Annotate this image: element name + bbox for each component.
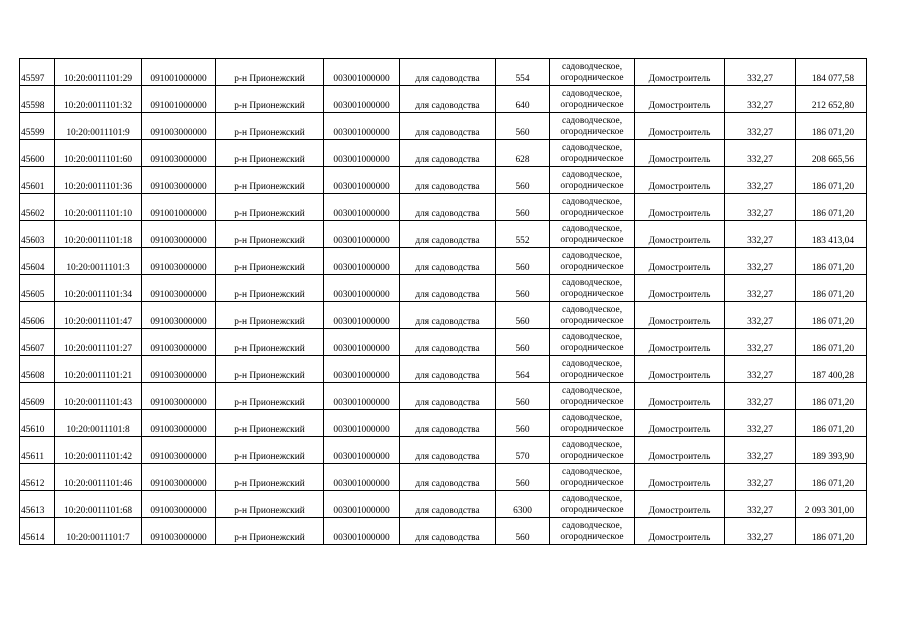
category-cell	[550, 194, 635, 221]
group-cell: Домостроитель	[635, 86, 725, 113]
code-cell: 003001000000	[324, 113, 400, 140]
district-cell: р-н Прионежский	[216, 167, 324, 194]
category-line: садоводческое,	[561, 143, 623, 153]
category-line: огородническое	[560, 343, 624, 353]
category-line: огородническое	[560, 397, 624, 407]
category-line: садоводческое,	[561, 305, 623, 315]
cadastral-value-cell: 186 071,20	[796, 275, 867, 302]
record-number-cell: 45607	[20, 329, 55, 356]
code-cell: 091003000000	[142, 410, 216, 437]
rate-cell: 332,27	[725, 140, 796, 167]
code-cell: 003001000000	[324, 464, 400, 491]
table-body	[20, 59, 867, 545]
purpose-cell: для садоводства	[400, 248, 496, 275]
category-line: огородническое	[560, 262, 624, 272]
purpose-cell: для садоводства	[400, 113, 496, 140]
group-cell: Домостроитель	[635, 275, 725, 302]
area-cell: 560	[496, 194, 550, 221]
purpose-cell: для садоводства	[400, 491, 496, 518]
category-line: огородническое	[560, 127, 624, 137]
category-line: садоводческое,	[561, 224, 623, 234]
cadastral-number-cell: 10:20:0011101:68	[55, 491, 142, 518]
table-row	[20, 329, 867, 356]
purpose-cell: для садоводства	[400, 86, 496, 113]
cadastral-number-cell: 10:20:0011101:60	[55, 140, 142, 167]
category-line: огородническое	[560, 289, 624, 299]
category-line: садоводческое,	[561, 332, 623, 342]
category-line: огородническое	[560, 451, 624, 461]
record-number-cell: 45614	[20, 518, 55, 545]
category-line: огородническое	[560, 154, 624, 164]
code-cell: 091001000000	[142, 194, 216, 221]
area-cell: 560	[496, 518, 550, 545]
cadastral-number-cell: 10:20:0011101:43	[55, 383, 142, 410]
group-cell: Домостроитель	[635, 410, 725, 437]
area-cell: 560	[496, 248, 550, 275]
group-cell: Домостроитель	[635, 302, 725, 329]
code-cell: 091003000000	[142, 491, 216, 518]
district-cell: р-н Прионежский	[216, 194, 324, 221]
category-line: огородническое	[560, 505, 624, 515]
purpose-cell: для садоводства	[400, 410, 496, 437]
record-number-cell: 45612	[20, 464, 55, 491]
purpose-cell: для садоводства	[400, 275, 496, 302]
category-cell	[550, 356, 635, 383]
table-row	[20, 491, 867, 518]
area-cell: 560	[496, 329, 550, 356]
code-cell: 091003000000	[142, 248, 216, 275]
category-line: садоводческое,	[561, 467, 623, 477]
area-cell: 640	[496, 86, 550, 113]
land-plots-table	[19, 58, 867, 545]
area-cell: 560	[496, 410, 550, 437]
cadastral-number-cell: 10:20:0011101:29	[55, 59, 142, 86]
table-row	[20, 86, 867, 113]
area-cell: 560	[496, 167, 550, 194]
record-number-cell: 45599	[20, 113, 55, 140]
cadastral-value-cell: 183 413,04	[796, 221, 867, 248]
rate-cell: 332,27	[725, 194, 796, 221]
group-cell: Домостроитель	[635, 59, 725, 86]
category-line: садоводческое,	[561, 440, 623, 450]
district-cell: р-н Прионежский	[216, 113, 324, 140]
record-number-cell: 45611	[20, 437, 55, 464]
area-cell: 560	[496, 302, 550, 329]
record-number-cell: 45610	[20, 410, 55, 437]
category-line: огородническое	[560, 73, 624, 83]
table-row	[20, 518, 867, 545]
cadastral-value-cell: 186 071,20	[796, 194, 867, 221]
district-cell: р-н Прионежский	[216, 221, 324, 248]
rate-cell: 332,27	[725, 437, 796, 464]
district-cell: р-н Прионежский	[216, 275, 324, 302]
group-cell: Домостроитель	[635, 140, 725, 167]
area-cell: 560	[496, 464, 550, 491]
category-cell	[550, 221, 635, 248]
code-cell: 091003000000	[142, 221, 216, 248]
cadastral-number-cell: 10:20:0011101:42	[55, 437, 142, 464]
purpose-cell: для садоводства	[400, 59, 496, 86]
purpose-cell: для садоводства	[400, 518, 496, 545]
category-cell	[550, 140, 635, 167]
group-cell: Домостроитель	[635, 464, 725, 491]
category-cell	[550, 329, 635, 356]
code-cell: 091001000000	[142, 59, 216, 86]
code-cell: 091003000000	[142, 329, 216, 356]
table-row	[20, 59, 867, 86]
category-line: садоводческое,	[561, 359, 623, 369]
area-cell: 628	[496, 140, 550, 167]
record-number-cell: 45609	[20, 383, 55, 410]
code-cell: 003001000000	[324, 194, 400, 221]
category-cell	[550, 383, 635, 410]
rate-cell: 332,27	[725, 410, 796, 437]
cadastral-value-cell: 186 071,20	[796, 113, 867, 140]
cadastral-value-cell: 186 071,20	[796, 329, 867, 356]
group-cell: Домостроитель	[635, 491, 725, 518]
category-line: садоводческое,	[561, 251, 623, 261]
category-line: садоводческое,	[561, 413, 623, 423]
code-cell: 091003000000	[142, 437, 216, 464]
cadastral-value-cell: 186 071,20	[796, 248, 867, 275]
code-cell: 091001000000	[142, 86, 216, 113]
table-row	[20, 356, 867, 383]
rate-cell: 332,27	[725, 518, 796, 545]
district-cell: р-н Прионежский	[216, 518, 324, 545]
record-number-cell: 45603	[20, 221, 55, 248]
purpose-cell: для садоводства	[400, 329, 496, 356]
category-cell	[550, 248, 635, 275]
category-cell	[550, 86, 635, 113]
table-row	[20, 248, 867, 275]
table-row	[20, 464, 867, 491]
code-cell: 091003000000	[142, 518, 216, 545]
district-cell: р-н Прионежский	[216, 410, 324, 437]
cadastral-value-cell: 184 077,58	[796, 59, 867, 86]
area-cell: 560	[496, 275, 550, 302]
cadastral-number-cell: 10:20:0011101:10	[55, 194, 142, 221]
rate-cell: 332,27	[725, 491, 796, 518]
area-cell: 570	[496, 437, 550, 464]
category-line: садоводческое,	[561, 197, 623, 207]
cadastral-number-cell: 10:20:0011101:34	[55, 275, 142, 302]
rate-cell: 332,27	[725, 248, 796, 275]
record-number-cell: 45605	[20, 275, 55, 302]
code-cell: 003001000000	[324, 518, 400, 545]
cadastral-value-cell: 186 071,20	[796, 383, 867, 410]
code-cell: 003001000000	[324, 221, 400, 248]
category-cell	[550, 302, 635, 329]
code-cell: 091003000000	[142, 113, 216, 140]
cadastral-value-cell: 186 071,20	[796, 464, 867, 491]
record-number-cell: 45604	[20, 248, 55, 275]
area-cell: 560	[496, 113, 550, 140]
code-cell: 003001000000	[324, 302, 400, 329]
group-cell: Домостроитель	[635, 383, 725, 410]
cadastral-value-cell: 2 093 301,00	[796, 491, 867, 518]
cadastral-value-cell: 186 071,20	[796, 410, 867, 437]
category-line: огородническое	[560, 181, 624, 191]
table-row	[20, 221, 867, 248]
district-cell: р-н Прионежский	[216, 140, 324, 167]
group-cell: Домостроитель	[635, 194, 725, 221]
area-cell: 552	[496, 221, 550, 248]
category-cell	[550, 491, 635, 518]
table-row	[20, 437, 867, 464]
record-number-cell: 45601	[20, 167, 55, 194]
district-cell: р-н Прионежский	[216, 491, 324, 518]
code-cell: 091003000000	[142, 383, 216, 410]
category-cell	[550, 275, 635, 302]
code-cell: 003001000000	[324, 167, 400, 194]
group-cell: Домостроитель	[635, 518, 725, 545]
group-cell: Домостроитель	[635, 437, 725, 464]
category-line: огородническое	[560, 208, 624, 218]
cadastral-value-cell: 208 665,56	[796, 140, 867, 167]
cadastral-number-cell: 10:20:0011101:18	[55, 221, 142, 248]
cadastral-value-cell: 186 071,20	[796, 167, 867, 194]
district-cell: р-н Прионежский	[216, 248, 324, 275]
rate-cell: 332,27	[725, 383, 796, 410]
district-cell: р-н Прионежский	[216, 59, 324, 86]
table-row	[20, 275, 867, 302]
category-line: огородническое	[560, 100, 624, 110]
group-cell: Домостроитель	[635, 329, 725, 356]
table-row	[20, 302, 867, 329]
category-line: садоводческое,	[561, 89, 623, 99]
category-cell	[550, 410, 635, 437]
group-cell: Домостроитель	[635, 248, 725, 275]
cadastral-number-cell: 10:20:0011101:3	[55, 248, 142, 275]
category-line: огородническое	[560, 316, 624, 326]
record-number-cell: 45613	[20, 491, 55, 518]
record-number-cell: 45597	[20, 59, 55, 86]
area-cell: 564	[496, 356, 550, 383]
code-cell: 003001000000	[324, 248, 400, 275]
rate-cell: 332,27	[725, 356, 796, 383]
district-cell: р-н Прионежский	[216, 86, 324, 113]
rate-cell: 332,27	[725, 167, 796, 194]
purpose-cell: для садоводства	[400, 464, 496, 491]
area-cell: 560	[496, 383, 550, 410]
code-cell: 091003000000	[142, 275, 216, 302]
area-cell: 6300	[496, 491, 550, 518]
cadastral-value-cell: 186 071,20	[796, 302, 867, 329]
district-cell: р-н Прионежский	[216, 464, 324, 491]
table-row	[20, 140, 867, 167]
category-line: садоводческое,	[561, 386, 623, 396]
table-row	[20, 410, 867, 437]
category-line: садоводческое,	[561, 170, 623, 180]
purpose-cell: для садоводства	[400, 356, 496, 383]
district-cell: р-н Прионежский	[216, 356, 324, 383]
rate-cell: 332,27	[725, 275, 796, 302]
code-cell: 003001000000	[324, 329, 400, 356]
group-cell: Домостроитель	[635, 167, 725, 194]
category-line: садоводческое,	[561, 278, 623, 288]
purpose-cell: для садоводства	[400, 221, 496, 248]
code-cell: 003001000000	[324, 410, 400, 437]
district-cell: р-н Прионежский	[216, 437, 324, 464]
cadastral-value-cell: 189 393,90	[796, 437, 867, 464]
cadastral-number-cell: 10:20:0011101:46	[55, 464, 142, 491]
district-cell: р-н Прионежский	[216, 383, 324, 410]
code-cell: 003001000000	[324, 437, 400, 464]
cadastral-number-cell: 10:20:0011101:47	[55, 302, 142, 329]
record-number-cell: 45606	[20, 302, 55, 329]
cadastral-value-cell: 186 071,20	[796, 518, 867, 545]
rate-cell: 332,27	[725, 113, 796, 140]
code-cell: 091003000000	[142, 140, 216, 167]
rate-cell: 332,27	[725, 329, 796, 356]
category-line: огородническое	[560, 424, 624, 434]
category-cell	[550, 518, 635, 545]
group-cell: Домостроитель	[635, 113, 725, 140]
rate-cell: 332,27	[725, 86, 796, 113]
record-number-cell: 45600	[20, 140, 55, 167]
category-line: огородническое	[560, 478, 624, 488]
code-cell: 003001000000	[324, 383, 400, 410]
category-cell	[550, 167, 635, 194]
code-cell: 091003000000	[142, 302, 216, 329]
group-cell: Домостроитель	[635, 221, 725, 248]
purpose-cell: для садоводства	[400, 194, 496, 221]
table-row	[20, 113, 867, 140]
cadastral-number-cell: 10:20:0011101:7	[55, 518, 142, 545]
category-line: огородническое	[560, 532, 624, 542]
code-cell: 003001000000	[324, 275, 400, 302]
code-cell: 003001000000	[324, 491, 400, 518]
area-cell: 554	[496, 59, 550, 86]
code-cell: 003001000000	[324, 140, 400, 167]
record-number-cell: 45608	[20, 356, 55, 383]
cadastral-number-cell: 10:20:0011101:9	[55, 113, 142, 140]
cadastral-number-cell: 10:20:0011101:32	[55, 86, 142, 113]
category-line: садоводческое,	[561, 116, 623, 126]
purpose-cell: для садоводства	[400, 140, 496, 167]
group-cell: Домостроитель	[635, 356, 725, 383]
code-cell: 091003000000	[142, 464, 216, 491]
rate-cell: 332,27	[725, 464, 796, 491]
rate-cell: 332,27	[725, 302, 796, 329]
category-cell	[550, 437, 635, 464]
code-cell: 003001000000	[324, 86, 400, 113]
cadastral-value-cell: 187 400,28	[796, 356, 867, 383]
purpose-cell: для садоводства	[400, 383, 496, 410]
purpose-cell: для садоводства	[400, 437, 496, 464]
rate-cell: 332,27	[725, 59, 796, 86]
table-row	[20, 383, 867, 410]
category-line: огородническое	[560, 235, 624, 245]
category-line: садоводческое,	[561, 62, 623, 72]
category-line: садоводческое,	[561, 521, 623, 531]
table-row	[20, 194, 867, 221]
table-row	[20, 167, 867, 194]
cadastral-number-cell: 10:20:0011101:27	[55, 329, 142, 356]
rate-cell: 332,27	[725, 221, 796, 248]
code-cell: 003001000000	[324, 356, 400, 383]
category-line: огородническое	[560, 370, 624, 380]
cadastral-number-cell: 10:20:0011101:36	[55, 167, 142, 194]
record-number-cell: 45602	[20, 194, 55, 221]
district-cell: р-н Прионежский	[216, 329, 324, 356]
code-cell: 091003000000	[142, 356, 216, 383]
code-cell: 003001000000	[324, 59, 400, 86]
category-cell	[550, 113, 635, 140]
category-line: садоводческое,	[561, 494, 623, 504]
record-number-cell: 45598	[20, 86, 55, 113]
cadastral-value-cell: 212 652,80	[796, 86, 867, 113]
district-cell: р-н Прионежский	[216, 302, 324, 329]
category-cell	[550, 464, 635, 491]
cadastral-number-cell: 10:20:0011101:21	[55, 356, 142, 383]
cadastral-number-cell: 10:20:0011101:8	[55, 410, 142, 437]
category-cell	[550, 59, 635, 86]
purpose-cell: для садоводства	[400, 302, 496, 329]
purpose-cell: для садоводства	[400, 167, 496, 194]
code-cell: 091003000000	[142, 167, 216, 194]
